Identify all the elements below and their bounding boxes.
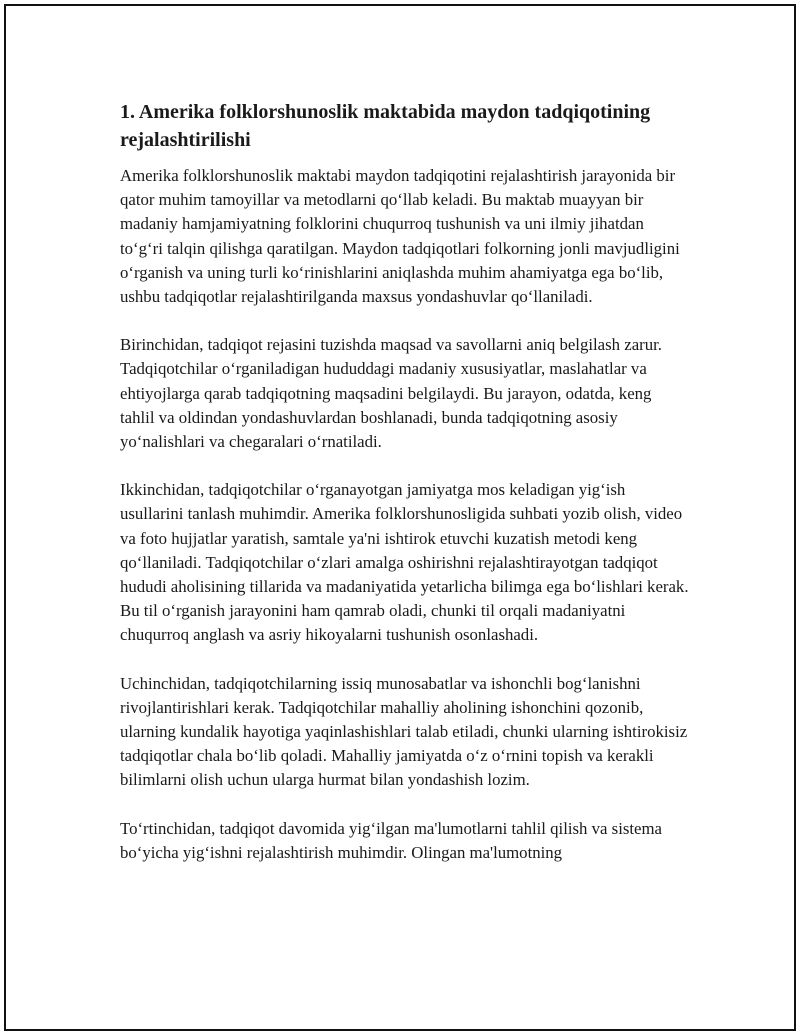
paragraph-second-point: Ikkinchidan, tadqiqotchilar o‘rganayotgan jamiyatga mos keladigan yig‘ish usullarini tanlash muhimdir. Amerika folklorshunosligida suhbati yozib olish, video va foto hujjatlar yaratish, samtale ya'ni ishtirok etuvchi kuzatish metodi keng qo‘llaniladi. Tadqiqotchilar o‘zlari amalga oshirishni rejalashtirayotgan tadqiqot hududi aholisining tillarida va madaniyatida yetarlicha bilimga ega bo‘lishlari kerak. Bu til o‘rganish jarayonini ham qamrab oladi, chunki til orqali madaniyatni chuqurroq anglash va asriy hikoyalarni tushunish osonlashadi. [120,480,689,645]
paragraph-intro: Amerika folklorshunoslik maktabi maydon tadqiqotini rejalashtirish jarayonida bir qator muhim tamoyillar va metodlarni qo‘llab keladi. Bu maktab muayyan bir madaniy hamjamiyatning folklorini chuqurroq tushunish va uni ilmiy jihatdan to‘g‘ri talqin qilishga qaratilgan. Maydon tadqiqotlari folkorning jonli mavjudligini o‘rganish va uning turli ko‘rinishlarini aniqlashda muhim ahamiyatga ega bo‘lib, ushbu tadqiqotlar rejalashtirilganda maxsus yondashuvlar qo‘llaniladi. [120,166,680,307]
paragraph-third-point: Uchinchidan, tadqiqotchilarning issiq munosabatlar va ishonchli bog‘lanishni rivojlantirishlari kerak. Tadqiqotchilar mahalliy aholining ishonchini qozonib, ularning kundalik hayotiga yaqinlashishlari talab etiladi, chunki ularning ishtirokisiz tadqiqotlar chala bo‘lib qoladi. Mahalliy jamiyatda o‘z o‘rnini topish va kerakli bilimlarni olish uchun ularga hurmat bilan yondashish lozim. [120,673,688,790]
document-body [120,98,690,889]
paragraph-fourth-point: To‘rtinchidan, tadqiqot davomida yig‘ilgan ma'lumotlarni tahlil qilish va sistema bo‘yicha yig‘ishni rejalashtirish muhimdir. Olingan ma'lumotning [120,818,663,862]
paragraph-first-point: Birinchidan, tadqiqot rejasini tuzishda maqsad va savollarni aniq belgilash zarur. Tadqiqotchilar o‘rganiladigan hududdagi madaniy xususiyatlar, maslahatlar va ehtiyojlarga qarab tadqiqotning maqsadini belgilaydi. Bu jarayon, odatda, keng tahlil va oldindan yondashuvlardan boshlanadi, bunda tadqiqotning asosiy yo‘nalishlari va chegaralari o‘rnatiladi. [120,335,662,452]
section-heading: 1. Amerika folklorshunoslik maktabida maydon tadqiqotining rejalashtirilishi [120,101,651,151]
page-frame [4,4,796,1031]
